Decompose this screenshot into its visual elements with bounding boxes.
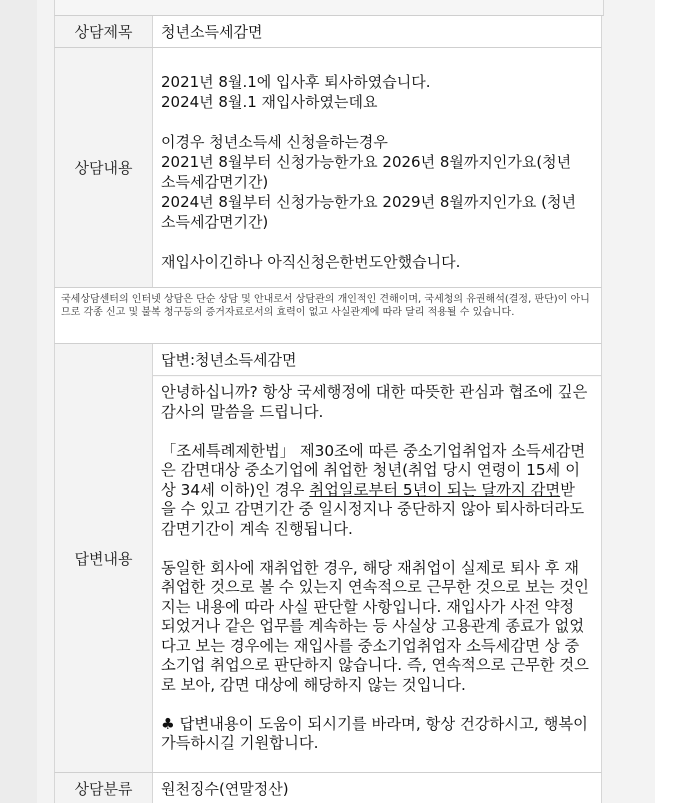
consult-content-line: 소득세감면기간) [161, 213, 269, 231]
answer-law-text-1: 「조세특례제한법」 제30조에 따른 중소기업취업자 소득세감면은 감면대상 중소기업에 취업한 청년(취업 당시 연령이 15세 이상 34세 이하)인 경우 [161, 441, 586, 499]
consult-content-line [161, 232, 591, 252]
consult-content-line: 2024년 8월부터 신청가능한가요 2029년 8월까지인가요 (청년 [161, 193, 576, 211]
answer-label: 답변내용 [55, 344, 153, 772]
consult-content-label: 상담내용 [55, 48, 153, 287]
consult-title-row [54, 16, 602, 48]
consult-content-text [161, 48, 601, 272]
consult-category-row [54, 773, 602, 803]
left-gutter [0, 0, 37, 803]
panel-margin [630, 0, 655, 803]
consult-title-label: 상담제목 [55, 16, 153, 47]
answer-paragraph-greeting: 안녕하십니까? 항상 국세행정에 대한 따뜻한 관심과 협조에 깊은 감사의 말씀을 드립니다. [161, 383, 588, 421]
consult-content-cell [153, 48, 601, 287]
answer-paragraph-closing: ♣ 답변내용이 도움이 되시기를 바라며, 항상 건강하시고, 행복이 가득하시길 기원합니다. [161, 714, 588, 752]
answer-row [54, 344, 602, 773]
consult-content-line: 2021년 8월.1에 입사후 퇴사하였습니다. [161, 73, 431, 91]
disclaimer-notice: 국세상담센터의 인터넷 상담은 단순 상담 및 안내로서 상담관의 개인적인 견해이며, 국세청의 유권해석(결정, 판단)이 아니므로 각종 신고 및 불복 청구등의 증거자료로서의 효력이 없고 사실관계에 따라 달리 적용될 수 있습니다. [54, 288, 602, 344]
answer-paragraph-rehire: 동일한 회사에 재취업한 경우, 해당 재취업이 실제로 퇴사 후 재취업한 것으로 볼 수 있는지 연속적으로 근무한 것으로 보는 것인지는 내용에 따라 사실 판단할 사항입니다. 재입사가 사전 약정 되었거나 같은 업무를 계속하는 등 사실상 고용관계 종료가 없었다고 보는 경우에는 재입사를 중소기업취업자 소득세감면 상 중소기업 취업으로 판단하지 않습니다. 즉, 연속적으로 근무한 것으로 보아, 감면 대상에 해당하지 않는 것입니다. [161, 558, 589, 694]
answer-title: 답변:청년소득세감면 [153, 344, 601, 376]
consult-category-value: 원천징수(연말정산) [161, 779, 289, 798]
right-area [655, 0, 689, 803]
consult-category-label: 상담분류 [55, 773, 153, 803]
answer-body [153, 377, 601, 772]
consult-title-value: 청년소득세감면 [161, 23, 263, 41]
previous-row-edge [54, 0, 604, 16]
consult-content-line: 2021년 8월부터 신청가능한가요 2026년 8월까지인가요(청년 [161, 153, 572, 171]
consult-category-cell [153, 773, 601, 803]
answer-law-text-2: 받을 수 있고 감면기간 중 일시정지나 중단하지 않아 퇴사하더라도 감면기간이 계속 진행됩니다. [161, 480, 585, 538]
consult-title-cell [153, 16, 601, 47]
consult-content-line: 소득세감면기간) [161, 173, 269, 191]
consult-content-line: 이경우 청년소득세 신청을하는경우 [161, 133, 388, 151]
answer-law-underlined: 취업일로부터 5년이 되는 달까지 감면 [309, 480, 561, 499]
consult-content-line: 재입사이긴하나 아직신청은한번도안했습니다. [161, 253, 461, 271]
answer-paragraph-law [161, 442, 589, 540]
consult-content-row [54, 48, 602, 288]
consult-content-line [161, 112, 591, 132]
consult-content-line: 2024년 8월.1 재입사하였는데요 [161, 93, 378, 111]
